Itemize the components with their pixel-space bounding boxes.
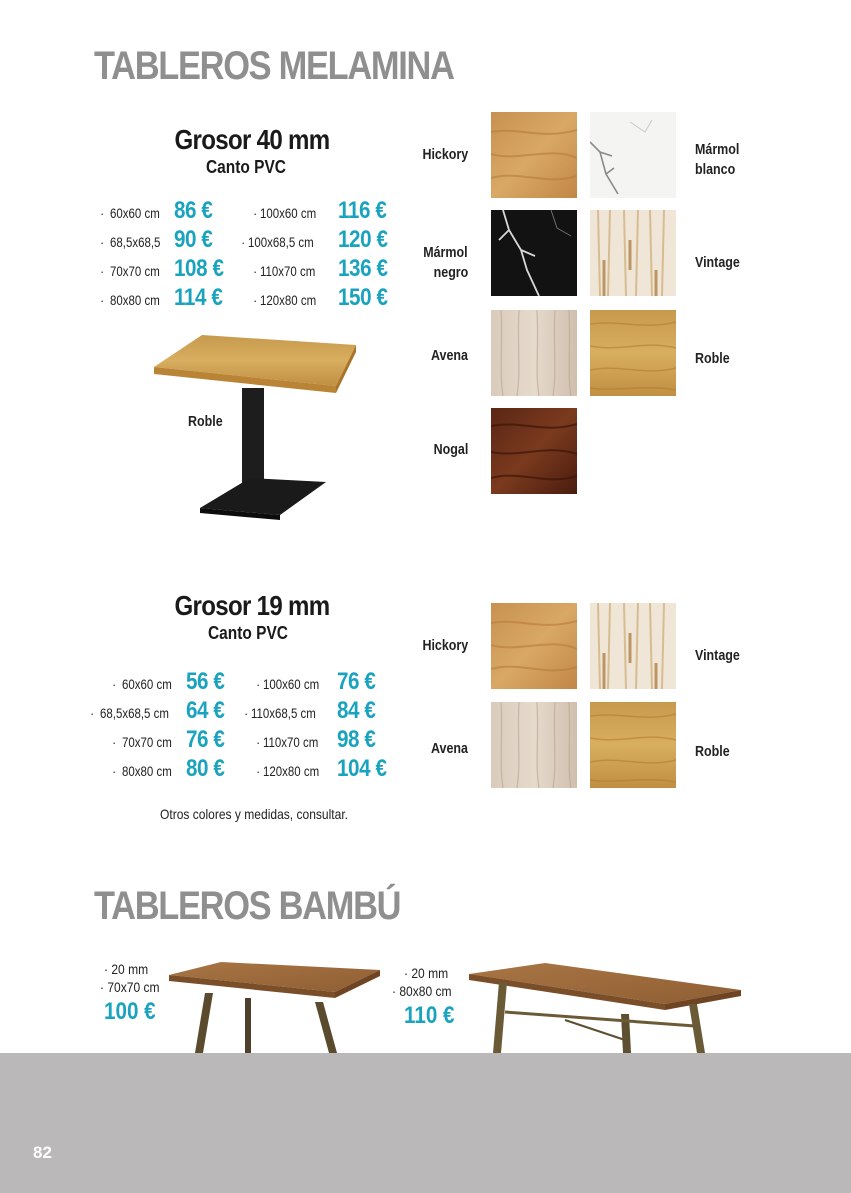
finish-label-vintage-19 [695,646,747,667]
price-row [253,197,395,225]
finish-label-avena-19 [368,739,468,760]
price-row [244,697,382,725]
size-value: 80x80 cm [399,983,452,999]
price-row [100,284,231,312]
bullet: · [100,206,105,221]
grosor-40-subtitle: Canto PVC [205,157,286,177]
finish-label-marmol-blanco [695,140,747,181]
table-roble-image [150,330,360,535]
finish-label: Mármol [695,142,740,158]
finish-label: Vintage [695,255,740,271]
bullet: · [253,206,258,221]
bambu-table-1-image [165,958,385,1053]
swatch-avena-19 [491,702,577,788]
price-value: 120 € [338,226,388,253]
grosor-19-subtitle: Canto PVC [207,623,288,643]
bambu-price-1: 100 € [104,998,156,1025]
bambu-title: TABLEROS BAMBÚ [94,884,401,928]
size-label: 100x60 cm [263,677,320,692]
bullet: · [100,235,105,250]
finish-label: Hickory [422,147,468,163]
finish-label-hickory-19 [368,636,468,657]
price-value: 80 € [186,755,225,782]
bullet: · [241,235,246,250]
size-spec: · 80x80 cm [392,983,452,999]
thickness-spec: · 20 mm [404,965,449,981]
bambu-item-1-specs [100,960,169,1026]
bullet: · [100,293,105,308]
thickness-spec: · 20 mm [104,961,149,977]
size-label: 80x80 cm [122,764,173,779]
price-value: 64 € [186,697,225,724]
size-label: 110x70 cm [260,264,316,279]
size-label: 120x80 cm [260,293,317,308]
price-value: 76 € [337,668,376,695]
thickness-value: 20 mm [411,965,449,981]
finish-label-roble-19 [695,742,735,763]
size-label: 70x70 cm [110,264,161,279]
price-row [100,197,219,225]
price-row [256,668,382,696]
size-label: 60x60 cm [110,206,161,221]
swatch-avena [491,310,577,396]
grosor-40-title: Grosor 40 mm [174,124,330,155]
price-value: 86 € [174,197,213,224]
bullet: · [253,264,258,279]
melamina-title: TABLEROS MELAMINA [94,44,454,88]
price-value: 116 € [338,197,387,224]
swatch-marmol-blanco [590,112,676,198]
size-label: 70x70 cm [122,735,173,750]
price-value: 108 € [174,255,224,282]
price-row [112,755,231,783]
finish-label-roble [695,349,735,370]
swatch-hickory [491,112,577,198]
finish-label-nogal [368,440,468,461]
bullet: · [253,293,258,308]
size-label: 120x80 cm [263,764,320,779]
table-label: Roble [188,414,223,430]
finish-label: Roble [695,351,730,367]
price-value: 104 € [337,755,387,782]
price-value: 76 € [186,726,225,753]
finish-label: blanco [695,162,736,178]
thickness-value: 20 mm [111,961,149,977]
size-label: 60x60 cm [122,677,173,692]
finish-label-marmol-negro [368,243,468,284]
bullet: · [112,735,117,750]
finish-label: Nogal [433,442,468,458]
bullet: · [256,677,261,692]
size-value: 70x70 cm [107,979,160,995]
bambu-table-2-image [465,960,745,1053]
price-value: 114 € [174,284,223,311]
finish-label: negro [433,265,468,281]
bullet: · [100,264,105,279]
bullet: · [112,764,117,779]
footer-band [0,1053,851,1193]
price-value: 56 € [186,668,225,695]
size-label: 68,5x68,5 cm [100,706,170,721]
size-label: 68,5x68,5 [110,235,161,250]
size-label: 80x80 cm [110,293,161,308]
price-row [100,226,219,254]
size-label: 110x68,5 cm [251,706,317,721]
price-value: 136 € [338,255,388,282]
size-label: 110x70 cm [263,735,319,750]
grosor-19-title: Grosor 19 mm [174,590,330,621]
finish-label-hickory [368,145,468,166]
price-value: 90 € [174,226,213,253]
size-label: 100x68,5 cm [248,235,315,250]
swatch-vintage-19 [590,603,676,689]
bullet: · [112,677,117,692]
bullet: · [90,706,95,721]
price-value: 84 € [337,697,376,724]
finish-label: Avena [431,741,468,757]
bullet: · [256,764,261,779]
bullet: · [256,735,261,750]
price-row [100,255,232,283]
page-number: 82 [33,1143,52,1162]
swatch-marmol-negro [491,210,577,296]
bambu-item-2-specs [392,964,463,1030]
price-row [90,697,231,725]
finish-label: Mármol [423,245,468,261]
bambu-price-2: 110 € [404,1002,455,1029]
consult-note: Otros colores y medidas, consultar. [159,806,349,822]
finish-label-vintage [695,253,747,274]
price-value: 150 € [338,284,388,311]
finish-label: Roble [695,744,730,760]
swatch-vintage [590,210,676,296]
swatch-roble [590,310,676,396]
price-row [253,284,396,312]
price-value: 98 € [337,726,376,753]
finish-label: Avena [431,348,468,364]
swatch-roble-19 [590,702,676,788]
finish-label-avena [368,346,468,367]
size-spec: · 70x70 cm [100,979,160,995]
finish-label: Hickory [422,638,468,654]
price-row [256,726,382,754]
price-row [112,668,231,696]
bullet: · [244,706,249,721]
swatch-nogal [491,408,577,494]
size-label: 100x60 cm [260,206,317,221]
finish-label: Vintage [695,648,740,664]
swatch-hickory-19 [491,603,577,689]
price-row [112,726,231,754]
